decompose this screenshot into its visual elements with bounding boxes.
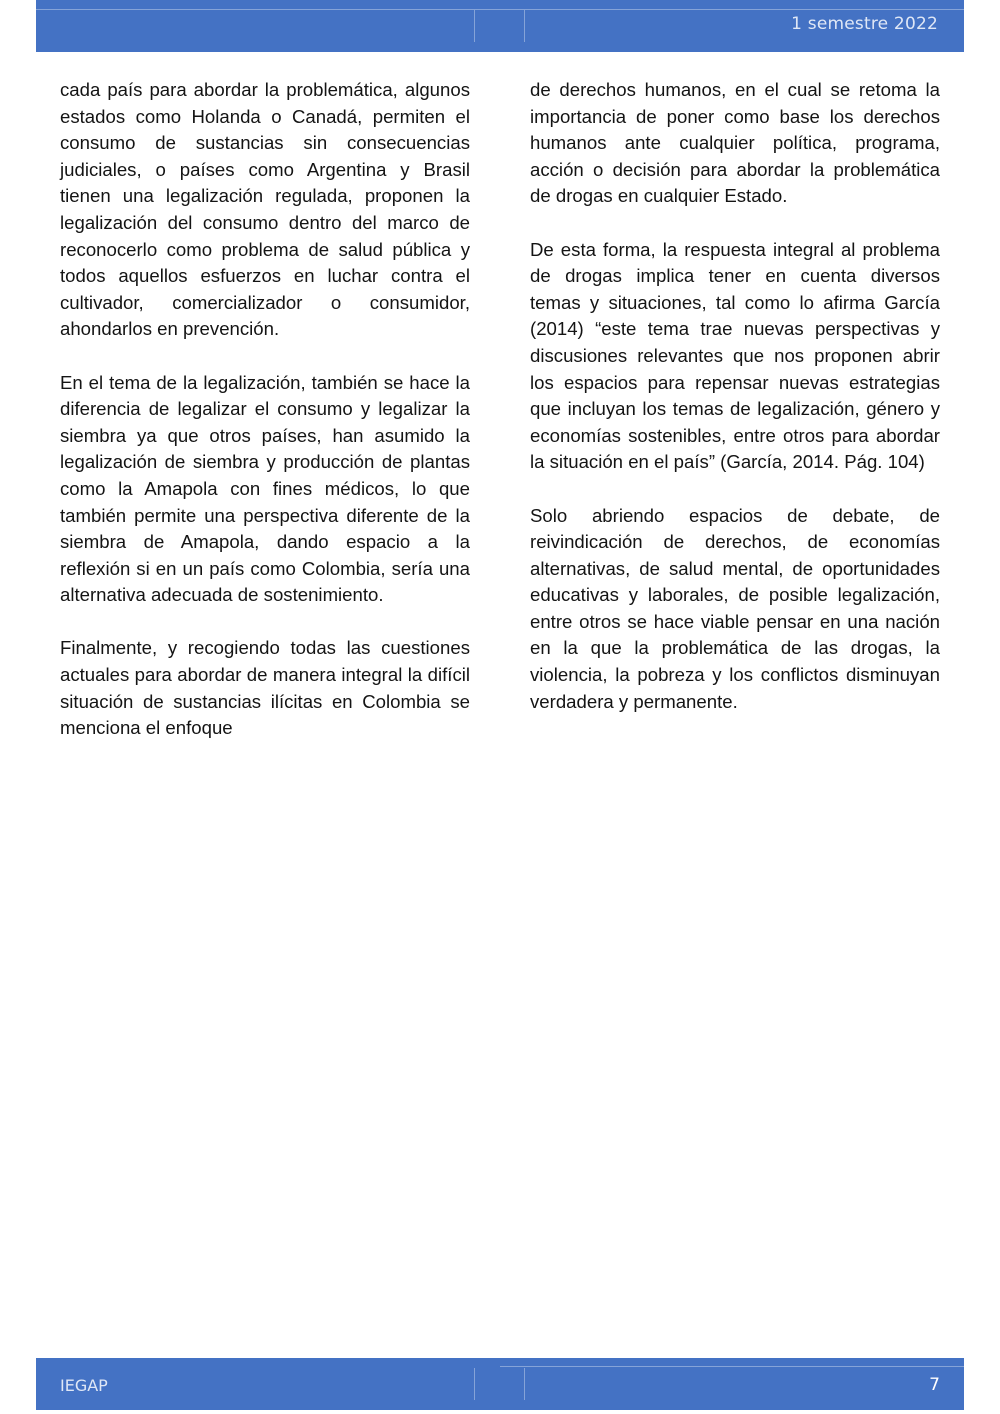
paragraph: De esta forma, la respuesta integral al problema de drogas implica tener en cuenta diversos temas y situaciones, tal como lo afirma García (2014) “este tema trae nuevas perspectivas y discusiones relevantes que nos proponen abrir los espacios para repensar nuevas estrategias que incluyan los temas de legalización, género y economías sostenibles, entre otros para abordar la situación en el país” (García, 2014. Pág. 104) bbox=[530, 238, 940, 473]
paragraph: En el tema de la legalización, también se hace la diferencia de legalizar el consumo y legalizar la siembra ya que otros países, han asumido la legalización de siembra y producción de plantas como la Amapola con fines médicos, lo que también permite una perspectiva diferente de la siembra de Amapola, dando espacio a la reflexión si en un país como Colombia, sería una alternativa adecuada de sostenimiento. bbox=[60, 371, 470, 606]
left-column bbox=[60, 77, 470, 768]
footer-band bbox=[36, 1358, 964, 1410]
footer-divider bbox=[524, 1368, 525, 1400]
paragraph: Solo abriendo espacios de debate, de reivindicación de derechos, de economías alternativas, de salud mental, de oportunidades educativas y laborales, de posible legalización, entre otros se hace viable pensar en una nación en la que la problemática de las drogas, la violencia, la pobreza y los conflictos disminuyan verdadera y permanente. bbox=[530, 504, 940, 712]
header-band bbox=[36, 0, 964, 52]
header-divider bbox=[524, 10, 525, 42]
header-divider bbox=[474, 10, 475, 42]
page-number: 7 bbox=[929, 1375, 940, 1395]
right-column bbox=[530, 77, 940, 742]
footer-organization: IEGAP bbox=[60, 1376, 108, 1395]
footer-divider bbox=[474, 1368, 475, 1400]
paragraph: Finalmente, y recogiendo todas las cuestiones actuales para abordar de manera integral la difícil situación de sustancias ilícitas en Colombia se menciona el enfoque bbox=[60, 637, 470, 739]
header-rule bbox=[36, 9, 964, 10]
footer-rule bbox=[500, 1366, 964, 1367]
paragraph: de derechos humanos, en el cual se retoma la importancia de poner como base los derechos humanos ante cualquier política, programa, acción o decisión para abordar la problemática de drogas en cualquier Estado. bbox=[530, 79, 940, 207]
header-semester: 1 semestre 2022 bbox=[791, 14, 938, 34]
paragraph: cada país para abordar la problemática, algunos estados como Holanda o Canadá, permiten el consumo de sustancias sin consecuencias judiciales, o países como Argentina y Brasil tienen una legalización regulada, proponen la legalización del consumo dentro del marco de reconocerlo como problema de salud pública y todos aquellos esfuerzos en luchar contra el cultivador, comercializador o consumidor, ahondarlos en prevención. bbox=[60, 79, 470, 340]
